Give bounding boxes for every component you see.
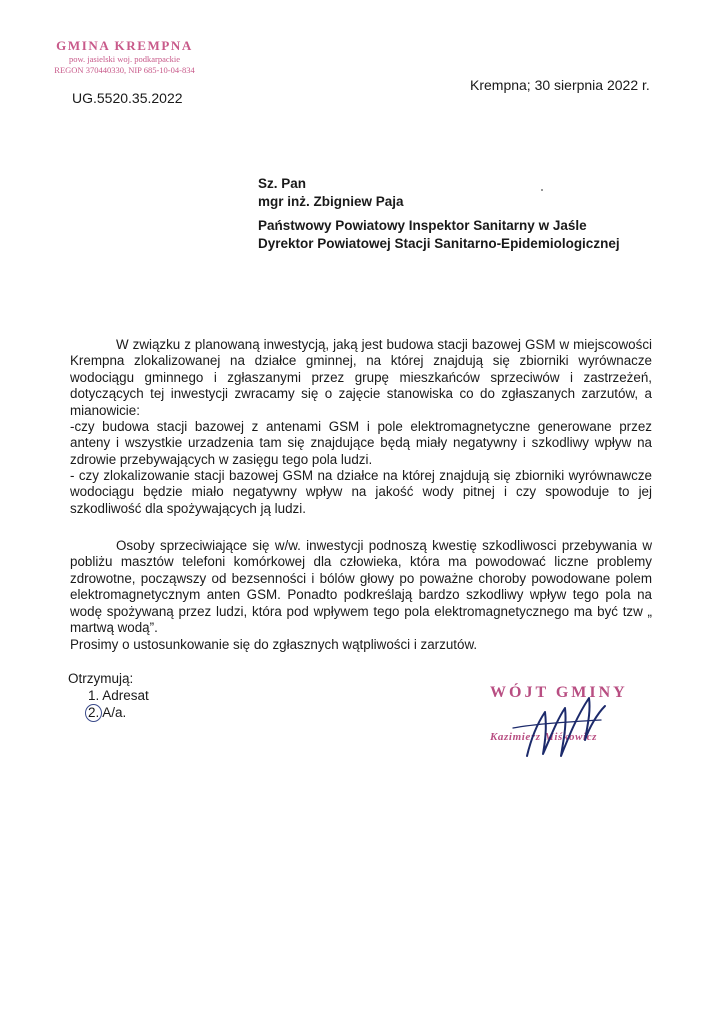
paragraph-objections [70, 538, 652, 636]
paragraph-intro [70, 337, 652, 419]
scan-speck [541, 189, 543, 191]
stamp-name: GMINA KREMPNA [56, 38, 193, 53]
stamp-regon-nip: REGON 370440330, NIP 685-10-04-834 [54, 65, 195, 75]
recipients-label: Otrzymują: [68, 671, 134, 686]
paragraph-request: Prosimy o ustosunkowanie się do zgłasznych wątpliwości i zarzutów. [70, 637, 478, 652]
stamp-district: pow. jasielski woj. podkarpackie [68, 54, 181, 64]
reference-number: UG.5520.35.2022 [72, 90, 183, 106]
paragraph-intro-text: W związku z planowaną inwestycją, jaką jest budowa stacji bazowej GSM w miejscowości Krempna zlokalizowanej na działce gminnej, na której znajdują się zbiorniki wyrównacze wodociągu gminnego i zgłaszanymi przez grupę mieszkańców sprzeciwów i zastrzeżeń, dotyczących tej inwestycji zwracamy się o zajęcie stanowiska co do zgłaszanych zarzutów, a mianowicie: [70, 337, 652, 418]
recipients-list [88, 687, 149, 721]
handwritten-signature [505, 684, 615, 764]
letter-date: Krempna; 30 sierpnia 2022 r. [470, 77, 650, 93]
recipient-item: 1. Adresat [88, 688, 149, 703]
municipality-stamp [42, 38, 207, 76]
signature-stamp-title: WÓJT GMINY [490, 684, 628, 701]
paragraph-objections-text: Osoby sprzeciwiające się w/w. inwestycji podnoszą kwestię szkodliwosci przebywania w pobliżu masztów telefoni komórkowej dla człowieka, która ma powodować liczne problemy zdrowotne, począwszy od bezsenności i bólów głowy po poważne choroby powodowane polem elektromagnetycznym anten GSM. Ponadto podkreślają bardzo szkodliwy wpływ tego pola na wodę spożywaną przez ludzi, która pod wpływem tego pola elektromagnetycznego ma być tzw „ martwą wodą”. [70, 538, 652, 636]
signature-stamp-name: Kazimierz Miśkowicz [490, 731, 598, 743]
recipient-item: 2. A/a. [88, 705, 127, 720]
paragraph-question-2: - czy zlokalizowanie stacji bazowej GSM na działce na której znajdują się zbiorniki wyrównawcze wodociągu będzie miało negatywny wpływ na jakość wody pitnej i czy spowoduje to jej szkodliwość dla spożywających ją ludzi. [70, 468, 652, 516]
addressee-position: Państwowy Powiatowy Inspektor Sanitarny w Jaśle [258, 218, 587, 233]
handwritten-circle-mark [85, 704, 102, 722]
addressee-name: mgr inż. Zbigniew Paja [258, 194, 404, 209]
paragraph-question-1: -czy budowa stacji bazowej z antenami GSM i pole elektromagnetyczne generowane przez anteny i wszystkie urzadzenia tam się znajdujące będą miały negatywny i szkodliwy wpływ na zdrowie przebywających w zasięgu tego pola ludzi. [70, 419, 652, 467]
addressee-position-2: Dyrektor Powiatowej Stacji Sanitarno-Epidemiologicznej [258, 236, 620, 251]
addressee-salutation: Sz. Pan [258, 176, 307, 191]
